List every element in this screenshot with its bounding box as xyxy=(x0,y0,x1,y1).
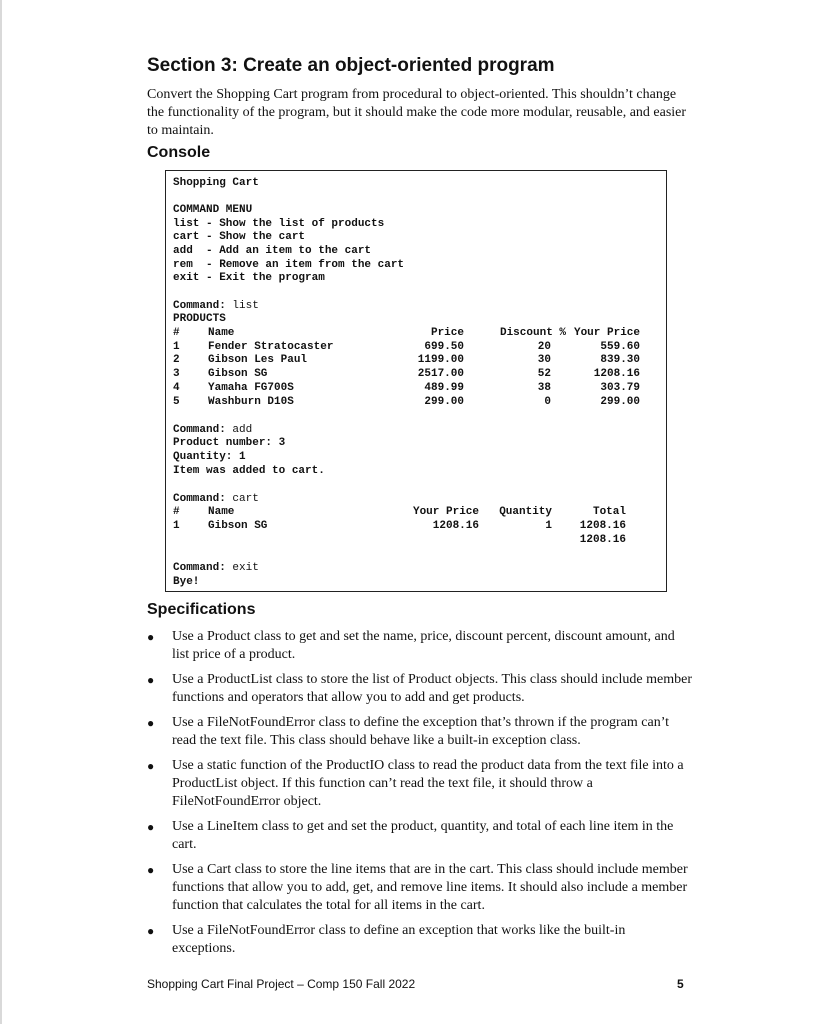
cart-total: 1208.16 xyxy=(579,534,626,546)
spec-text: Use a Cart class to store the line items that are in the cart. This class should include member functions that allow you to add, get, and remove line items. It should also include a member function that calculates the total for all items in the cart. xyxy=(172,862,688,913)
specifications-heading: Specifications xyxy=(147,601,256,618)
header-discount: Discount % xyxy=(499,327,566,339)
menu-item: add - Add an item to the cart xyxy=(173,245,372,257)
command-line xyxy=(173,424,252,437)
product-num: 4 xyxy=(173,382,180,394)
product-discount: 52 xyxy=(537,368,551,380)
cart-item-num: 1 xyxy=(173,520,180,532)
menu-item: cart - Show the cart xyxy=(173,231,306,243)
added-message: Item was added to cart. xyxy=(173,465,325,477)
menu-item: rem - Remove an item from the cart xyxy=(173,259,405,271)
bullet-icon: ● xyxy=(147,820,155,834)
bullet-icon: ● xyxy=(147,924,155,938)
product-price: 1199.00 xyxy=(417,354,464,366)
command-prompt: Command: xyxy=(173,424,226,436)
spec-text: Use a ProductList class to store the list of Product objects. This class should include member functions and operators that allow you to add and get products. xyxy=(172,672,692,705)
cart-header-name: Name xyxy=(208,506,235,518)
cart-header-your-price: Your Price xyxy=(412,506,479,518)
header-price: Price xyxy=(430,327,464,339)
bullet-icon: ● xyxy=(147,630,155,644)
spec-item xyxy=(147,818,692,854)
cart-item-total: 1208.16 xyxy=(579,520,626,532)
specifications-list xyxy=(147,628,692,965)
product-name: Gibson Les Paul xyxy=(208,354,308,366)
spec-text: Use a LineItem class to get and set the product, quantity, and total of each line item in the cart. xyxy=(172,819,674,852)
spec-item xyxy=(147,628,692,664)
product-discount: 0 xyxy=(544,396,551,408)
command-value: exit xyxy=(232,562,259,574)
command-prompt: Command: xyxy=(173,493,226,505)
spec-item xyxy=(147,922,692,958)
product-price: 489.99 xyxy=(424,382,464,394)
section-title: Section 3: Create an object-oriented program xyxy=(147,55,555,76)
cart-item-your-price: 1208.16 xyxy=(432,520,479,532)
spec-text: Use a FileNotFoundError class to define an exception that works like the built-in exceptions. xyxy=(172,923,626,956)
command-value: cart xyxy=(232,493,259,505)
cart-header-quantity: Quantity xyxy=(499,506,552,518)
console-title: Shopping Cart xyxy=(173,177,259,189)
cart-item-name: Gibson SG xyxy=(208,520,268,532)
product-discount: 38 xyxy=(537,382,551,394)
product-num: 5 xyxy=(173,396,180,408)
product-number-line: Product number: 3 xyxy=(173,437,286,449)
product-your-price: 839.30 xyxy=(600,354,640,366)
page-edge xyxy=(0,0,2,1024)
spec-text: Use a Product class to get and set the name, price, discount percent, discount amount, and list price of a product. xyxy=(172,629,675,662)
cart-item-quantity: 1 xyxy=(545,520,552,532)
product-your-price: 1208.16 xyxy=(593,368,640,380)
spec-item xyxy=(147,861,692,915)
products-heading: PRODUCTS xyxy=(173,313,226,325)
command-value: add xyxy=(232,424,253,436)
product-your-price: 559.60 xyxy=(600,341,640,353)
spec-text: Use a FileNotFoundError class to define the exception that’s thrown if the program can’t read the text file. This class should behave like a built-in exception class. xyxy=(172,715,669,748)
footer-title: Shopping Cart Final Project – Comp 150 Fall 2022 xyxy=(147,977,416,991)
spec-item xyxy=(147,671,692,707)
cart-header-total: Total xyxy=(592,506,626,518)
product-discount: 30 xyxy=(537,354,551,366)
product-num: 3 xyxy=(173,368,180,380)
spec-item xyxy=(147,714,692,750)
page-number: 5 xyxy=(677,977,684,991)
spec-item xyxy=(147,757,692,811)
product-num: 2 xyxy=(173,354,180,366)
quantity-line: Quantity: 1 xyxy=(173,451,246,463)
product-name: Washburn D10S xyxy=(208,396,294,408)
product-price: 2517.00 xyxy=(417,368,464,380)
command-prompt: Command: xyxy=(173,562,226,574)
spec-text: Use a static function of the ProductIO class to read the product data from the text file into a ProductList object. If this function can’t read the text file, it should throw a FileNotFoundError object. xyxy=(172,758,684,809)
intro-paragraph: Convert the Shopping Cart program from procedural to object-oriented. This shouldn’t change the functionality of the program, but it should make the code more modular, reusable, and easier to maintain. xyxy=(147,87,687,138)
command-prompt: Command: xyxy=(173,300,226,312)
bullet-icon: ● xyxy=(147,759,155,773)
product-name: Fender Stratocaster xyxy=(208,341,334,353)
product-your-price: 299.00 xyxy=(600,396,640,408)
product-your-price: 303.79 xyxy=(600,382,640,394)
header-name: Name xyxy=(208,327,235,339)
bye-message: Bye! xyxy=(173,576,200,588)
cart-header-num: # xyxy=(173,506,180,518)
menu-item: list - Show the list of products xyxy=(173,218,385,230)
bullet-icon: ● xyxy=(147,863,155,877)
product-discount: 20 xyxy=(537,341,551,353)
console-heading: Console xyxy=(147,144,211,161)
menu-heading: COMMAND MENU xyxy=(173,204,253,216)
product-name: Yamaha FG700S xyxy=(208,382,294,394)
console-box xyxy=(165,170,667,592)
command-line xyxy=(173,493,259,506)
product-price: 699.50 xyxy=(424,341,464,353)
product-price: 299.00 xyxy=(424,396,464,408)
header-num: # xyxy=(173,327,180,339)
bullet-icon: ● xyxy=(147,673,155,687)
product-name: Gibson SG xyxy=(208,368,268,380)
command-value: list xyxy=(232,300,259,312)
header-your-price: Your Price xyxy=(573,327,640,339)
menu-item: exit - Exit the program xyxy=(173,272,325,284)
command-line xyxy=(173,300,259,313)
command-line xyxy=(173,562,259,575)
bullet-icon: ● xyxy=(147,716,155,730)
product-num: 1 xyxy=(173,341,180,353)
